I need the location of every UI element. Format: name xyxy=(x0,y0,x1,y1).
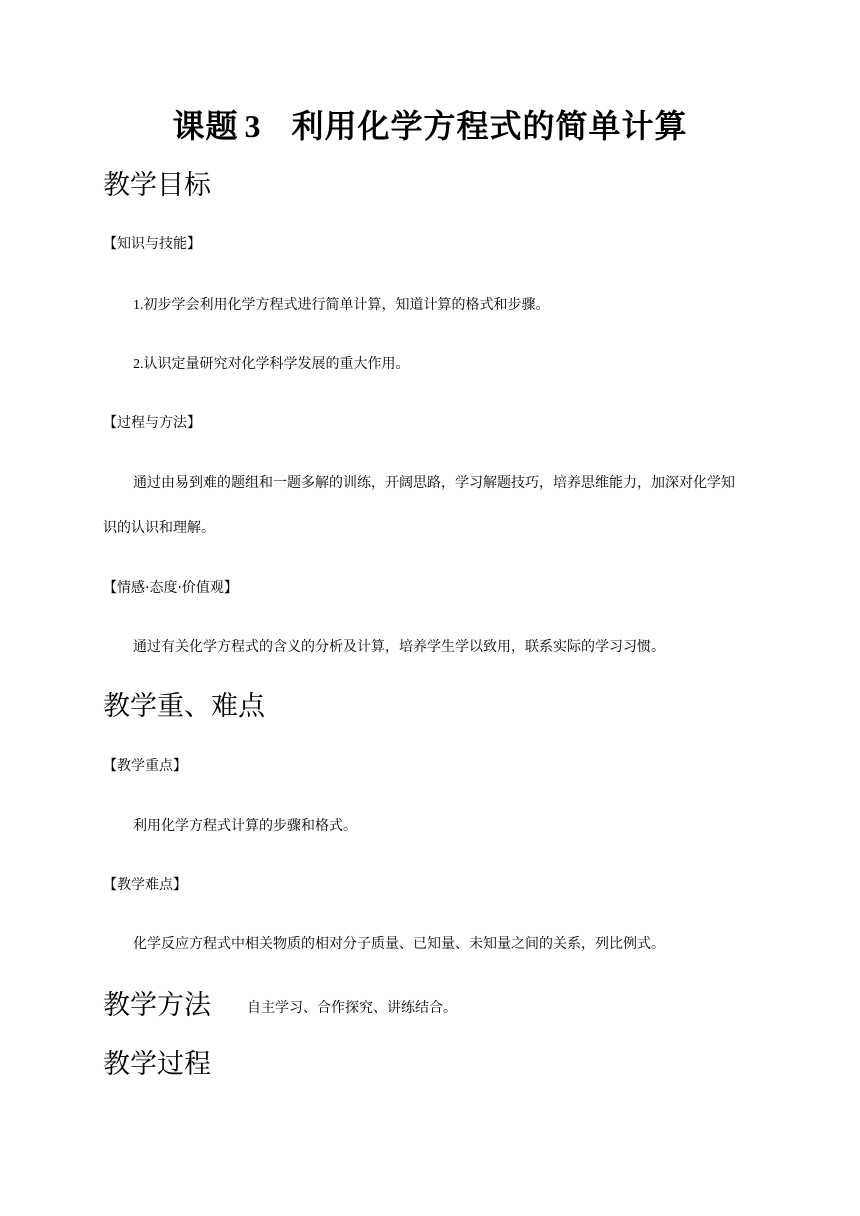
title-text: 利用化学方程式的简单计算 xyxy=(291,107,688,145)
page-title xyxy=(0,104,860,148)
heading-objectives: 教学目标 xyxy=(103,170,211,201)
label-emotion-values: 【情感·态度·价值观】 xyxy=(103,580,238,596)
emotion-text: 通过有关化学方程式的含义的分析及计算，培养学生学以致用，联系实际的学习习惯。 xyxy=(133,639,665,655)
knowledge-item-1-number: 1. xyxy=(133,298,144,313)
focus-text: 利用化学方程式计算的步骤和格式。 xyxy=(133,818,357,834)
heading-method: 教学方法 xyxy=(103,990,211,1021)
label-focus: 【教学重点】 xyxy=(103,758,187,774)
label-difficulty: 【教学难点】 xyxy=(103,877,187,893)
difficulty-text: 化学反应方程式中相关物质的相对分子质量、已知量、未知量之间的关系，列比例式。 xyxy=(133,936,665,952)
label-process-method: 【过程与方法】 xyxy=(103,415,201,431)
knowledge-item-1-text: 初步学会利用化学方程式进行简单计算，知道计算的格式和步骤。 xyxy=(143,297,550,313)
process-text-line-2: 识的认识和理解。 xyxy=(103,520,215,536)
heading-teaching-process: 教学过程 xyxy=(103,1049,211,1080)
heading-key-points: 教学重、难点 xyxy=(103,691,265,722)
knowledge-item-2 xyxy=(133,354,410,375)
title-prefix: 课题 xyxy=(172,107,239,145)
knowledge-item-1 xyxy=(133,295,550,316)
process-text-line-1: 通过由易到难的题组和一题多解的训练，开阔思路，学习解题技巧，培养思维能力，加深对化学知 xyxy=(133,475,735,491)
knowledge-item-2-number: 2. xyxy=(133,357,144,372)
method-text: 自主学习、合作探究、讲练结合。 xyxy=(247,1000,457,1016)
title-number: 3 xyxy=(244,108,262,144)
knowledge-item-2-text: 认识定量研究对化学科学发展的重大作用。 xyxy=(143,356,410,372)
label-knowledge-skills: 【知识与技能】 xyxy=(103,236,201,252)
